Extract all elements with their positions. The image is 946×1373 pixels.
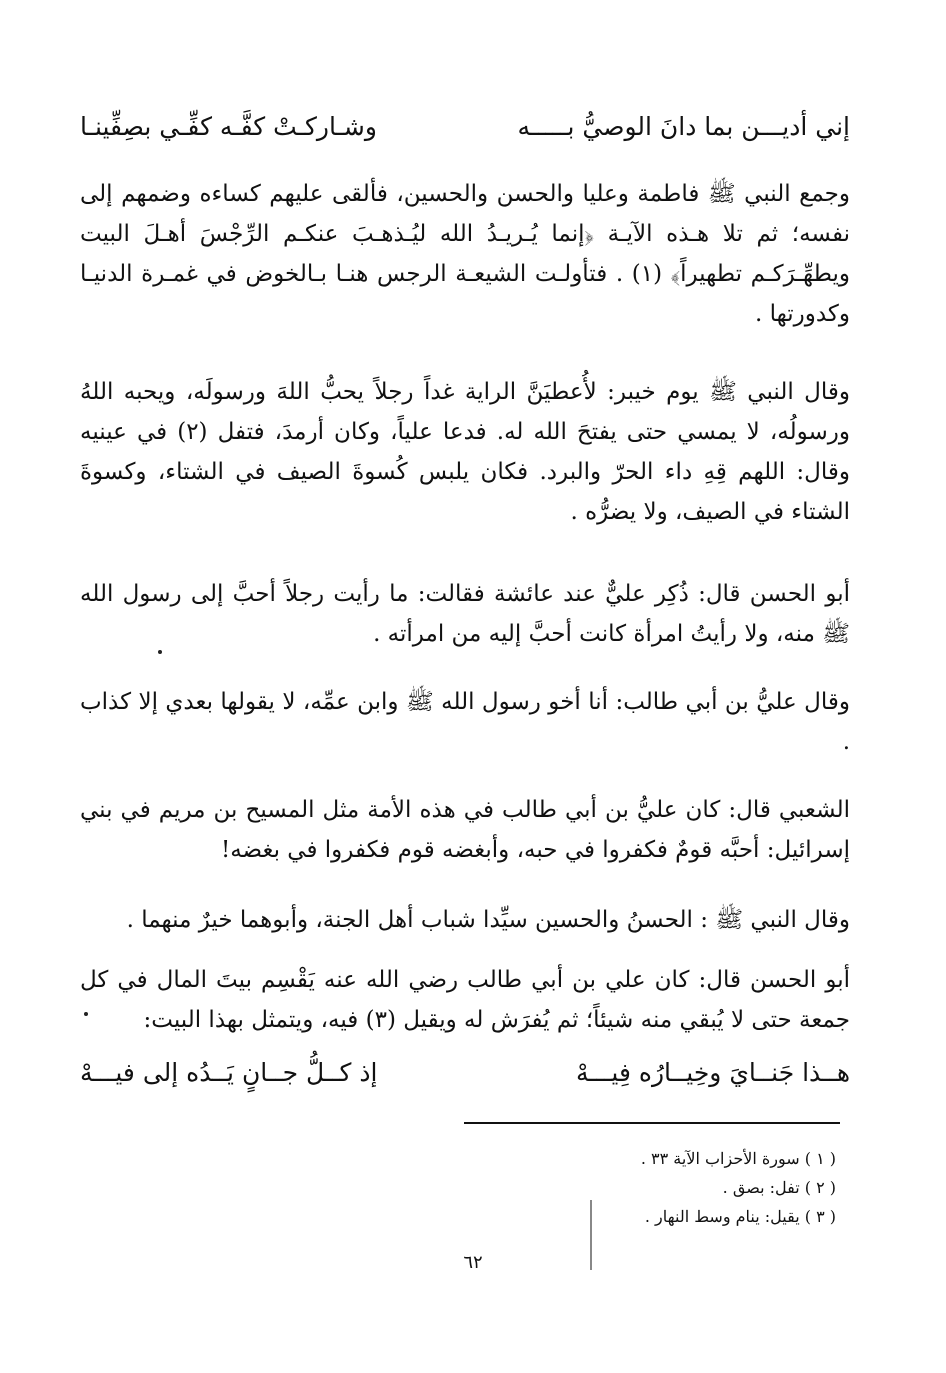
paragraph-ali-brother-narration: وقال عليُّ بن أبي طالب: أنا أخو رسول الله ﷺ وابن عمِّه، لا يقولها بعدي إلا كذاب . xyxy=(80,689,850,755)
paragraph-khaybar-narration: وقال النبي ﷺ يوم خيبر: لأُعطيَنَّ الراية غداً رجلاً يحبُّ اللهَ ورسولَه، ويحبه اللهُ ورسولُه، لا يمسي حتى يفتحَ الله له. فدعا علياً، وكان أرمدَ، فتفل (٢) في عينيه وقال: اللهم قِهِ داء الحرّ والبرد. فكان يلبس كُسوةَ الصيف في الشتاء، وكسوةَ الشتاء في الصيف، ولا يضرُّه . xyxy=(80,379,851,525)
footnote-item: ( ٣ ) يقيل: ينام وسط النهار . xyxy=(644,1207,836,1226)
verse-hemistich-first: إني أديـــن بما دانَ الوصيُّ بـــــه xyxy=(517,112,850,141)
scan-artifact-dot xyxy=(158,650,162,654)
verse-hemistich-second: وشـاركـتْ كفَّـه كفِّـي بصِفِّينـا xyxy=(80,112,377,141)
paragraph-shabi-narration: الشعبي قال: كان عليُّ بن أبي طالب في هذه الأمة مثل المسيح بن مريم في بني إسرائيل: أحبَّه قومٌ فكفروا في حبه، وأبغضه قوم فكفروا في بغضه! xyxy=(80,797,850,863)
verse-hemistich-first: هــذا جَنــايَ وخِيــارُه فِيـــهْ xyxy=(576,1058,850,1087)
paragraph-treasury-narration: أبو الحسن قال: كان علي بن أبي طالب رضي الله عنه يَقْسِم بيتَ المال في كل جمعة حتى لا يُبقي منه شيئاً؛ ثم يُفرَش له ويقيل (٣) فيه، ويتمثل بهذا البيت: xyxy=(80,967,850,1033)
footnotes xyxy=(496,1144,836,1231)
opening-verse xyxy=(80,104,850,150)
closing-verse xyxy=(80,1050,850,1096)
paragraph-aisha-narration: أبو الحسن قال: ذُكِر عليٌّ عند عائشة فقالت: ما رأيت رجلاً أحبَّ إلى رسول الله ﷺ منه، ولا رأيتُ امرأة كانت أحبَّ إليه من امرأته . xyxy=(80,581,850,647)
paragraph-hasan-husayn-narration: وقال النبي ﷺ : الحسنُ والحسين سيِّدا شباب أهل الجنة، وأبوهما خيرٌ منهما . xyxy=(126,907,850,933)
paragraph-cloak-narration: وجمع النبي ﷺ فاطمة وعليا والحسن والحسين، فألقى عليهم كساءه وضمهم إلى نفسه؛ ثم تلا هـذه الآيـة ﴿إنما يُـريـدُ الله ليُـذهـبَ عنكـم الرِّجْسَ أهـلَ البيت ويطهِّـرَكـم تطهيراً﴾ (١) . فتأولـت الشيعـة الرجس هنـا بـالخوض في غمـرة الدنيـا وكدورتها . xyxy=(80,181,850,327)
footnote-item: ( ١ ) سورة الأحزاب الآية ٣٣ . xyxy=(640,1149,836,1168)
page-number: ٦٢ xyxy=(463,1252,483,1273)
verse-hemistich-second: إذ كــلُّ جــانٍ يَــدُه إلى فيـــهْ xyxy=(80,1058,378,1087)
footnote-item: ( ٢ ) تفل: بصق . xyxy=(722,1178,836,1197)
scan-artifact-dot xyxy=(84,1012,88,1016)
footnote-divider xyxy=(464,1122,840,1124)
